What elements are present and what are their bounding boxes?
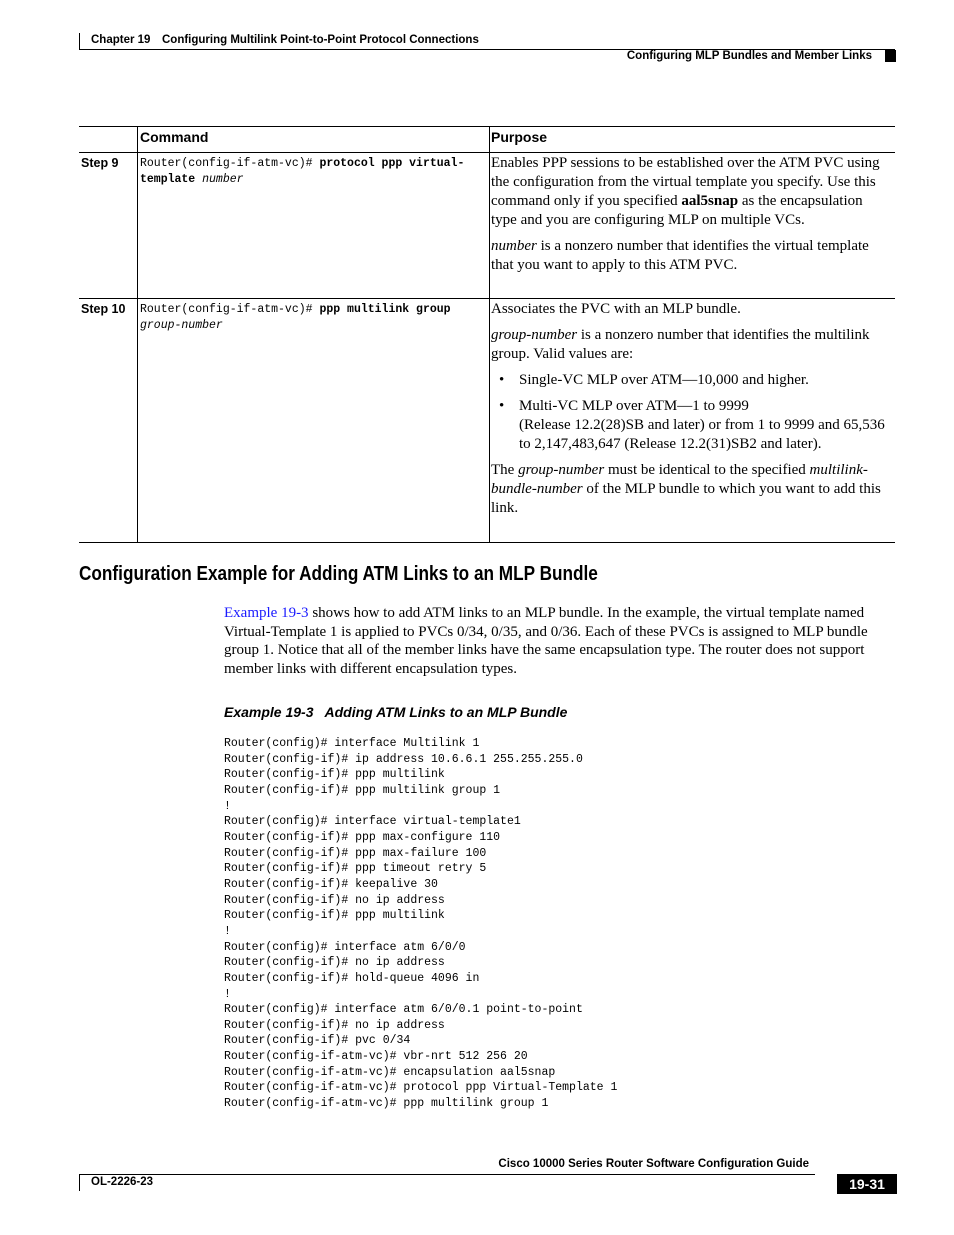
code-line: Router(config-if)# keepalive 30: [224, 877, 438, 891]
code-line: !: [224, 924, 231, 938]
purpose-paragraph: The group-number must be identical to the specified multilink-bundle-number of the MLP bundle to which you want to add this link.: [491, 462, 881, 516]
code-line: Router(config-if-atm-vc)# encapsulation aal5snap: [224, 1065, 556, 1079]
purpose-paragraph: Associates the PVC with an MLP bundle.: [491, 301, 741, 317]
code-line: Router(config-if-atm-vc)# ppp multilink group 1: [224, 1097, 549, 1111]
footer-rule-left: [79, 1174, 80, 1191]
chapter-label: Chapter 19: [91, 34, 151, 46]
step-label: Step 9: [81, 156, 119, 170]
purpose-cell: [491, 300, 891, 525]
code-example: [224, 736, 617, 1112]
code-line: Router(config-if)# no ip address: [224, 893, 445, 907]
list-item: • Single-VC MLP over ATM—10,000 and higher.: [519, 371, 891, 390]
code-line: Router(config)# interface virtual-template1: [224, 815, 521, 829]
purpose-paragraph: group-number is a nonzero number that identifies the multilink group. Valid values are:: [491, 327, 870, 362]
col-header-purpose: Purpose: [491, 129, 548, 145]
code-line: Router(config-if)# ppp max-configure 110: [224, 830, 501, 844]
chapter-title: Configuring Multilink Point-to-Point Protocol Connections: [162, 34, 479, 46]
section-header: Configuring MLP Bundles and Member Links: [626, 50, 872, 62]
body-paragraph: Example 19-3 shows how to add ATM links to an MLP bundle. In the example, the virtual template named Virtual-Template 1 is applied to PVCs 0/34, 0/35, and 0/36. Each of these PVCs is assigned to MLP bundle group 1. Notice that all of the member links have the same encapsulation type. The router does not support member links with different encapsulation types.: [224, 605, 868, 678]
cmd-argument: group-number: [140, 319, 223, 332]
doc-id: OL-2226-23: [91, 1176, 154, 1188]
code-line: Router(config-if)# ppp multilink: [224, 909, 445, 923]
cmd-keyword: ppp multilink group: [319, 303, 451, 316]
caption-title: Adding ATM Links to an MLP Bundle: [324, 704, 568, 720]
table-col-divider: [137, 126, 138, 543]
code-line: !: [224, 799, 231, 813]
code-line: Router(config-if)# no ip address: [224, 1018, 445, 1032]
cmd-prompt: Router(config-if-atm-vc)#: [140, 157, 320, 170]
code-line: Router(config-if)# no ip address: [224, 956, 445, 970]
purpose-cell: [491, 154, 891, 282]
code-line: !: [224, 987, 231, 1001]
code-line: Router(config-if)# pvc 0/34: [224, 1034, 411, 1048]
header-rule-left: [79, 33, 80, 50]
footer-rule: [79, 1174, 815, 1175]
col-header-command: Command: [140, 129, 209, 145]
example-link[interactable]: Example 19-3: [224, 605, 309, 621]
cmd-prompt: Router(config-if-atm-vc)#: [140, 303, 320, 316]
code-line: Router(config-if-atm-vc)# protocol ppp Virtual-Template 1: [224, 1081, 618, 1095]
code-line: Router(config)# interface Multilink 1: [224, 737, 480, 750]
table-header-rule: [79, 152, 895, 153]
code-line: Router(config-if)# ppp timeout retry 5: [224, 862, 487, 876]
cmd-argument: number: [202, 173, 244, 186]
example-caption: [224, 704, 567, 720]
table-bottom-rule: [79, 542, 895, 543]
code-line: Router(config)# interface atm 6/0/0.1 point-to-point: [224, 1003, 583, 1017]
code-line: Router(config-if)# ip address 10.6.6.1 255.255.255.0: [224, 752, 583, 766]
purpose-paragraph: Enables PPP sessions to be established over the ATM PVC using the configuration from the virtual template you specify. Use this command only if you specified aal5snap as the encapsulation type and you are configuring MLP on multiple VCs.: [491, 155, 880, 228]
cmd-keyword: protocol ppp virtual-template: [140, 157, 465, 186]
table-row-rule: [79, 298, 895, 299]
caption-label: Example 19-3: [224, 704, 314, 720]
code-line: Router(config-if-atm-vc)# vbr-nrt 512 256 20: [224, 1050, 528, 1064]
code-line: Router(config-if)# hold-queue 4096 in: [224, 971, 480, 985]
list-item: • Multi-VC MLP over ATM—1 to 9999 (Release 12.2(28)SB and later) or from 1 to 9999 and 65,536 to 2,147,483,647 (Release 12.2(31)SB2 and later).: [519, 397, 891, 454]
guide-title: Cisco 10000 Series Router Software Configuration Guide: [498, 1158, 809, 1170]
table-top-rule: [79, 126, 895, 127]
code-line: Router(config-if)# ppp multilink group 1: [224, 783, 501, 797]
command-syntax: [140, 156, 480, 188]
section-title: Configuration Example for Adding ATM Links to an MLP Bundle: [79, 563, 598, 585]
valid-values-list: [491, 371, 891, 454]
purpose-paragraph: number is a nonzero number that identifies the virtual template that you want to apply to this ATM PVC.: [491, 238, 869, 273]
code-line: Router(config)# interface atm 6/0/0: [224, 940, 466, 954]
code-line: Router(config-if)# ppp max-failure 100: [224, 846, 487, 860]
step-label: Step 10: [81, 302, 126, 316]
code-line: Router(config-if)# ppp multilink: [224, 768, 445, 782]
header-marker: [885, 50, 896, 62]
command-syntax: [140, 302, 480, 334]
table-col-divider: [489, 126, 490, 543]
page-number: 19-31: [837, 1174, 897, 1194]
